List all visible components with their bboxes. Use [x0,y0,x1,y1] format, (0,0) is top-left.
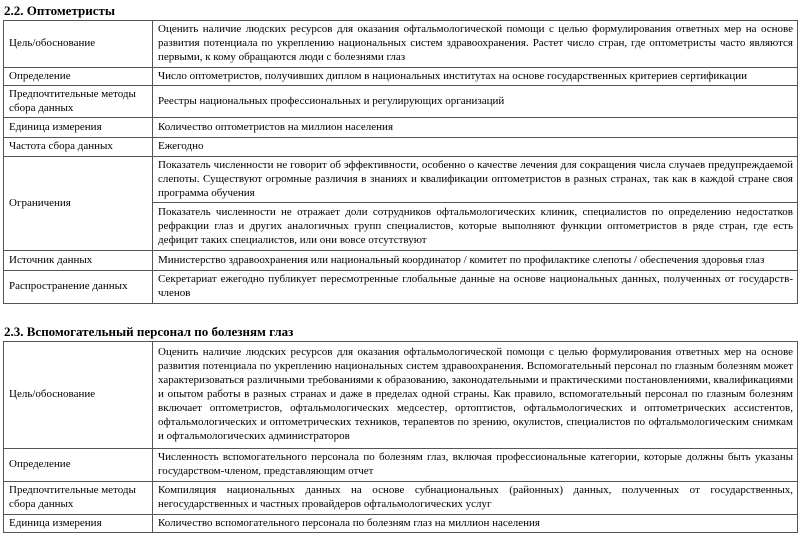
row-content: Численность вспомогательного персонала по болезням глаз, включая профессиональные категории, которые должны быть указаны государством-членом, представляющим отчет [153,449,798,482]
row-content: Компиляция национальных данных на основе субнациональных (районных) данных, полученных от государственных, негосударственных и частных провайдеров офтальмологических услуг [153,482,798,515]
row-content: Количество вспомогательного персонала по болезням глаз на миллион населения [153,515,798,533]
table-row [4,86,798,118]
section-title: 2.3. Вспомогательный персонал по болезням глаз [4,324,294,339]
table-row [4,251,798,271]
section-eye-care-support-staff [0,323,798,533]
table-row [4,21,798,68]
table-row [4,482,798,515]
row-label: Определение [4,449,153,482]
row-content: Секретариат ежегодно публикует пересмотренные глобальные данные на основе национальных данных, полученных от государств-членов [153,271,798,304]
table-row [4,138,798,157]
row-label: Определение [4,68,153,86]
section-title: 2.2. Оптометристы [4,3,116,18]
row-label: Предпочтительные методы сбора данных [4,86,153,118]
section-optometrists [0,2,798,304]
row-content: Оценить наличие людских ресурсов для оказания офтальмологической помощи с целью формулирования ответных мер на основе развития потенциала по укреплению национальных систем здравоохранения. Растет число стран, где оптометристы часто являются первыми, к кому обращаются люди с болезнями глаз [153,21,798,68]
table-row [4,118,798,138]
row-content: Реестры национальных профессиональных и регулирующих организаций [153,86,798,118]
indicator-table [3,341,798,533]
row-label: Частота сбора данных [4,138,153,157]
table-row [4,342,798,449]
table-row [4,271,798,304]
row-label: Цель/обоснование [4,21,153,68]
indicator-table [3,20,798,304]
table-row [4,449,798,482]
row-content: Показатель численности не говорит об эффективности, особенно о качестве лечения для сокращения числа случаев предупреждаемой слепоты. Существуют огромные различия в знаниях и квалификации оптометристов в разных странах, так как в каждой стране своя программа обучения [153,157,798,203]
row-content: Оценить наличие людских ресурсов для оказания офтальмологической помощи с целью формулирования ответных мер на основе развития потенциала по укреплению национальных систем здравоохранения. Вспомогательный персонал по глазным болезням может характеризоваться различными требованиями к образованию, законодательными и практическими постановлениями, квалификациями и опытом работы в разных странах и даже в пределах одной страны. Как правило, вспомогательный персонал по глазным болезням включает оптометристов, офтальмологических медсестер, ортоптистов, офтальмологических и оптометрических ассистентов, офтальмологических и оптометрических техников, терапевтов по зрению, окулистов, специалистов по офтальмологическим снимкам и офтальмологических администраторов [153,342,798,449]
row-content: Число оптометристов, получивших диплом в национальных институтах на основе государственных критериев сертификации [153,68,798,86]
row-label: Цель/обоснование [4,342,153,449]
row-label: Источник данных [4,251,153,271]
row-label: Единица измерения [4,515,153,533]
row-content: Показатель численности не отражает доли сотрудников офтальмологических клиник, специалистов по определению недостатков рефракции глаз и других аналогичных групп специалистов, которые выполняют функции оптометристов в ряде стран, где есть дефицит таких специалистов, или они вовсе отсутствуют [153,203,798,251]
row-label: Распространение данных [4,271,153,304]
row-content: Министерство здравоохранения или национальный координатор / комитет по профилактике слепоты / обеспечения здоровья глаз [153,251,798,271]
row-content: Количество оптометристов на миллион населения [153,118,798,138]
row-label: Предпочтительные методы сбора данных [4,482,153,515]
table-row [4,515,798,533]
row-label: Единица измерения [4,118,153,138]
row-content: Ежегодно [153,138,798,157]
row-label: Ограничения [4,157,153,251]
table-row [4,157,798,203]
table-row [4,68,798,86]
